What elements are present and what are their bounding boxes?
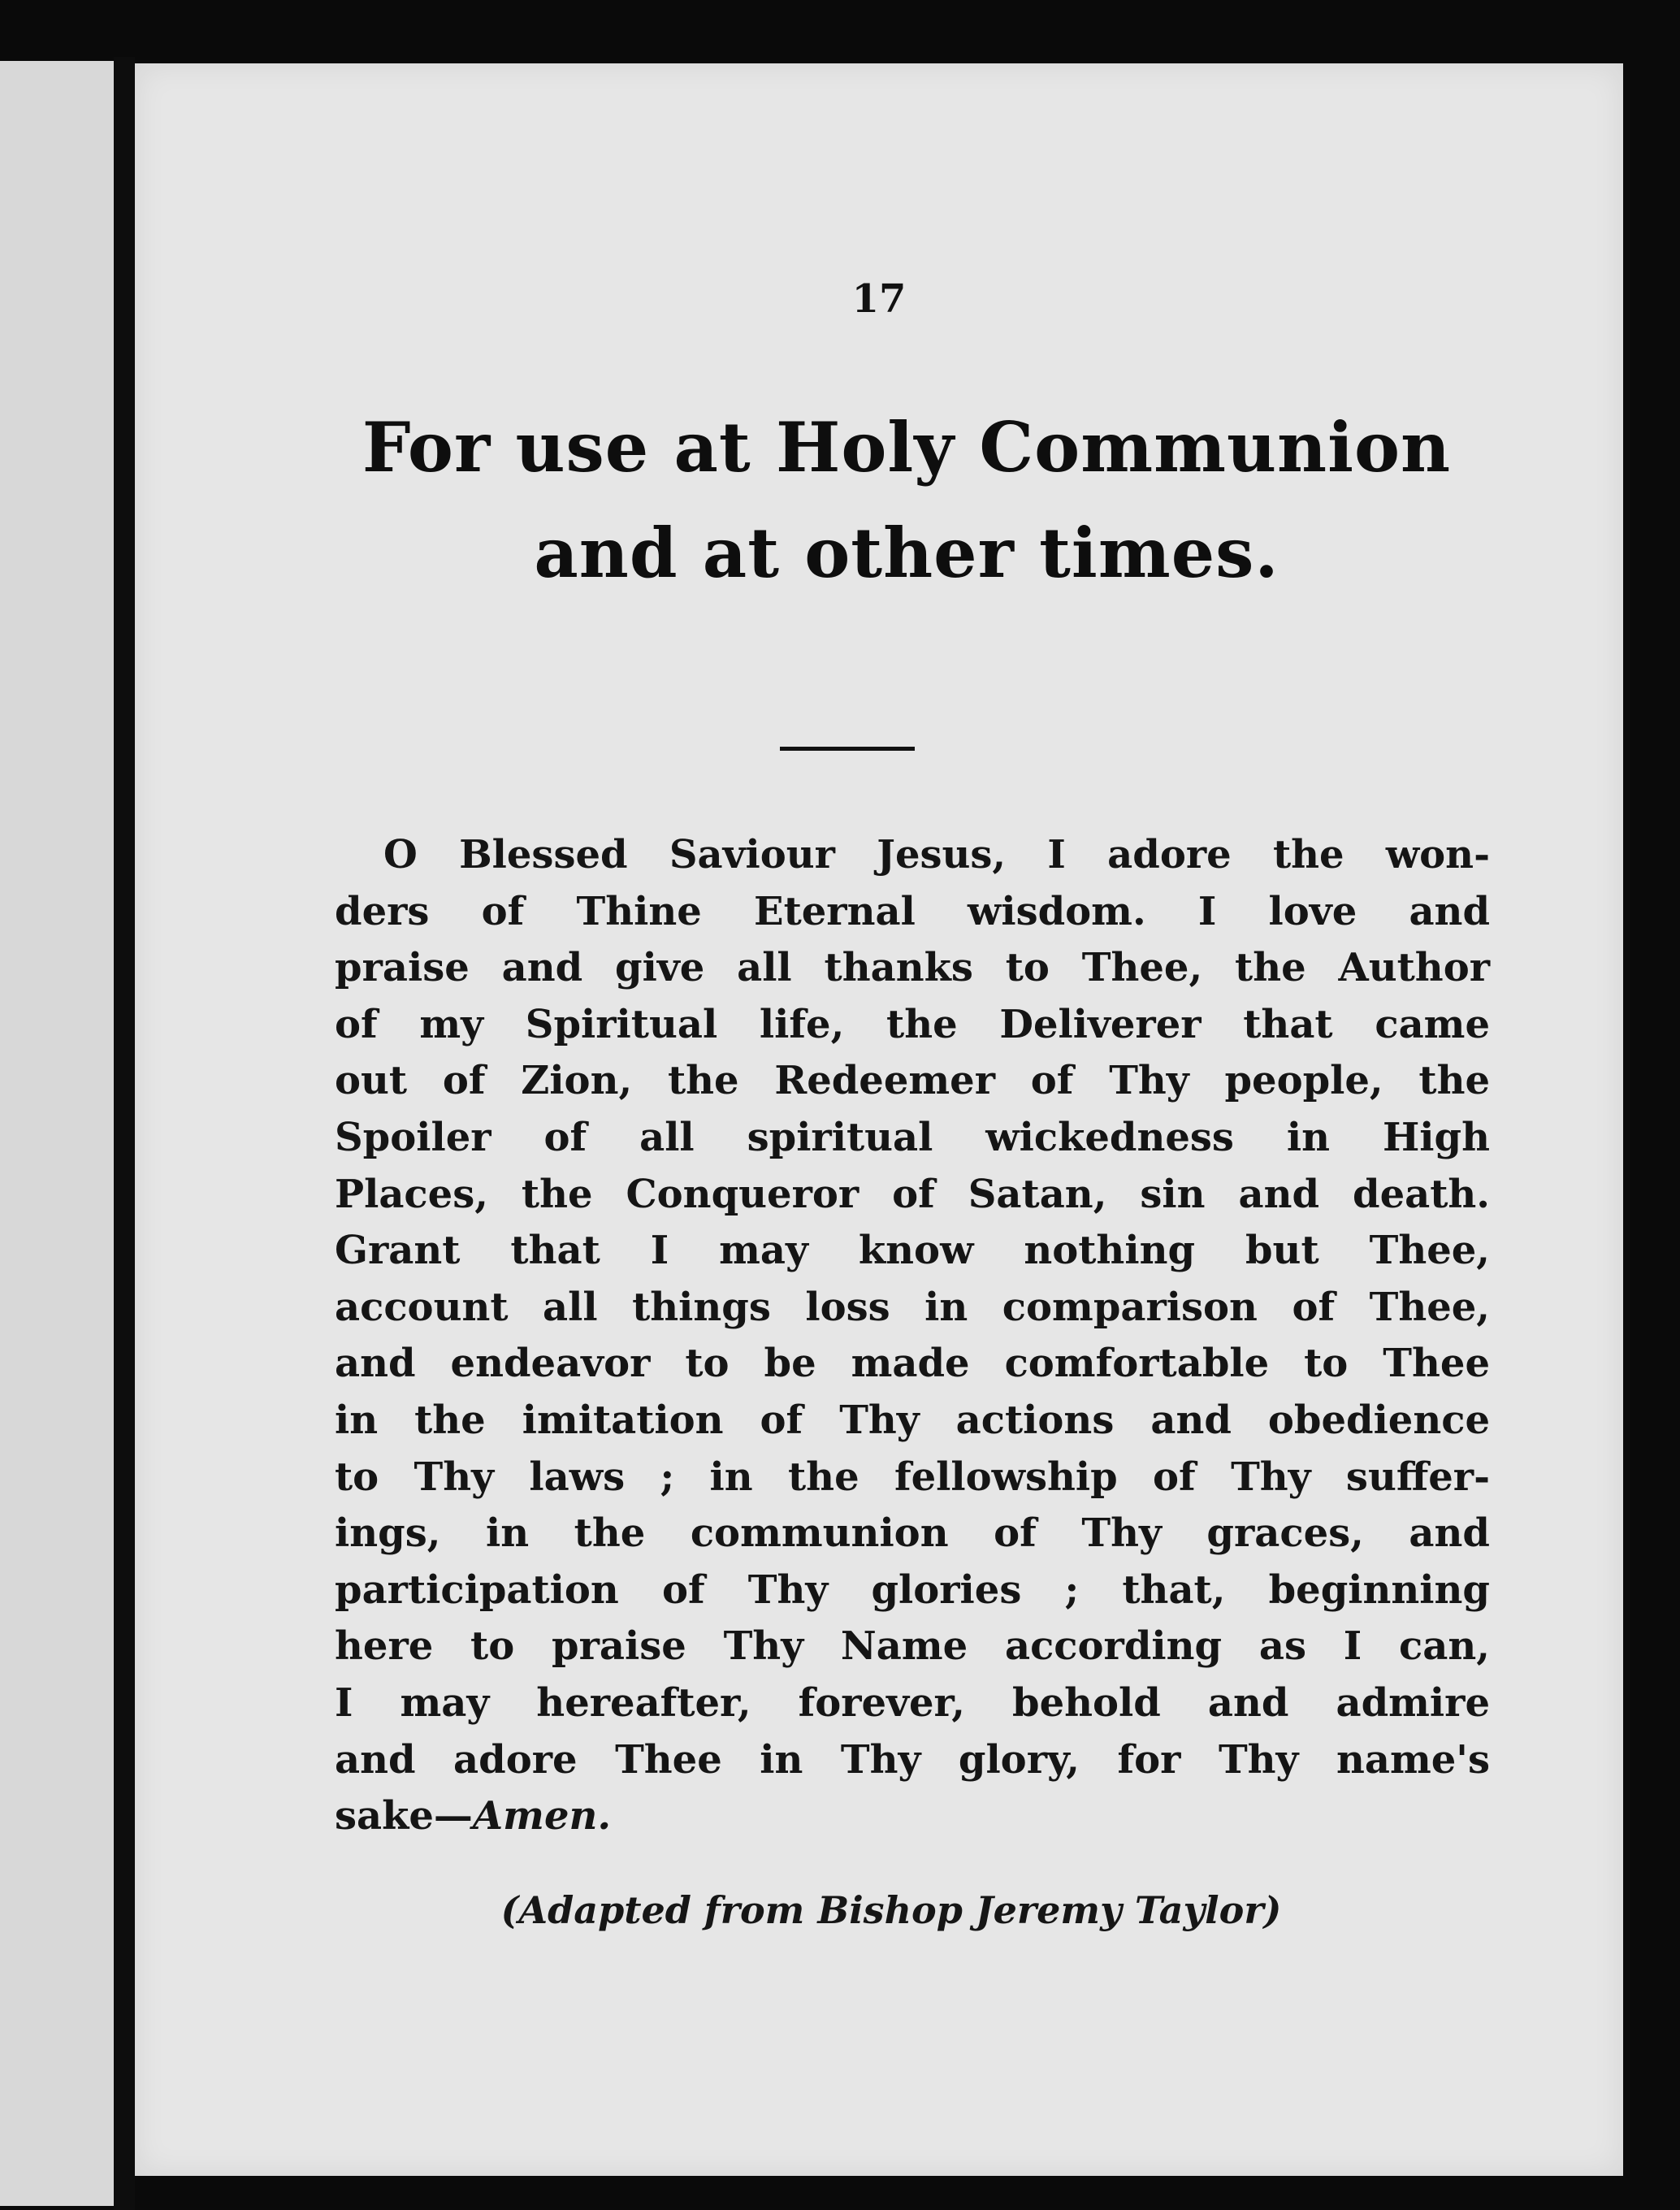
title-line-2: and at other times.: [534, 513, 1279, 593]
prayer-line: here to praise Thy Name according as I can,: [335, 1623, 1490, 1670]
prayer-line: account all things loss in comparison of Thee,: [335, 1284, 1490, 1330]
prayer-line: ings, in the communion of Thy graces, and: [335, 1510, 1490, 1557]
prayer-line: I may hereafter, forever, behold and admire: [335, 1679, 1490, 1726]
amen-text: Amen.: [472, 1793, 612, 1840]
prayer-line: Spoiler of all spiritual wickedness in High: [335, 1114, 1490, 1160]
prayer-line: of my Spiritual life, the Deliverer that came: [335, 1001, 1490, 1047]
closing-text: sake—: [335, 1793, 473, 1840]
prayer-line: Grant that I may know nothing but Thee,: [335, 1228, 1490, 1274]
prayer-line: and adore Thee in Thy glory, for Thy name's: [335, 1736, 1490, 1783]
prayer-line: Places, the Conqueror of Satan, sin and death.: [335, 1171, 1490, 1217]
prayer-line: and endeavor to be made comfortable to Thee: [335, 1341, 1490, 1387]
prayer-line: in the imitation of Thy actions and obedience: [335, 1397, 1490, 1443]
prayer-line: praise and give all thanks to Thee, the Author: [335, 945, 1490, 991]
page-title: [314, 395, 1500, 606]
facing-page-edge: [0, 61, 119, 2206]
page-number: 17: [851, 276, 907, 322]
book-page: [135, 63, 1623, 2176]
prayer-closing-line: [335, 1788, 1490, 1845]
prayer-line: participation of Thy glories ; that, beginning: [335, 1566, 1490, 1613]
prayer-line: ders of Thine Eternal wisdom. I love and: [335, 888, 1490, 934]
book-gutter: [114, 57, 135, 2210]
prayer-line: out of Zion, the Redeemer of Thy people, the: [335, 1058, 1490, 1104]
prayer-line: to Thy laws ; in the fellowship of Thy suffer-: [335, 1454, 1490, 1500]
title-line-1: For use at Holy Communion: [362, 407, 1452, 488]
prayer-text: [335, 827, 1490, 1845]
attribution: (Adapted from Bishop Jeremy Taylor): [500, 1888, 1282, 1932]
prayer-line: O Blessed Saviour Jesus, I adore the won-: [383, 832, 1490, 878]
title-divider: [780, 747, 915, 751]
